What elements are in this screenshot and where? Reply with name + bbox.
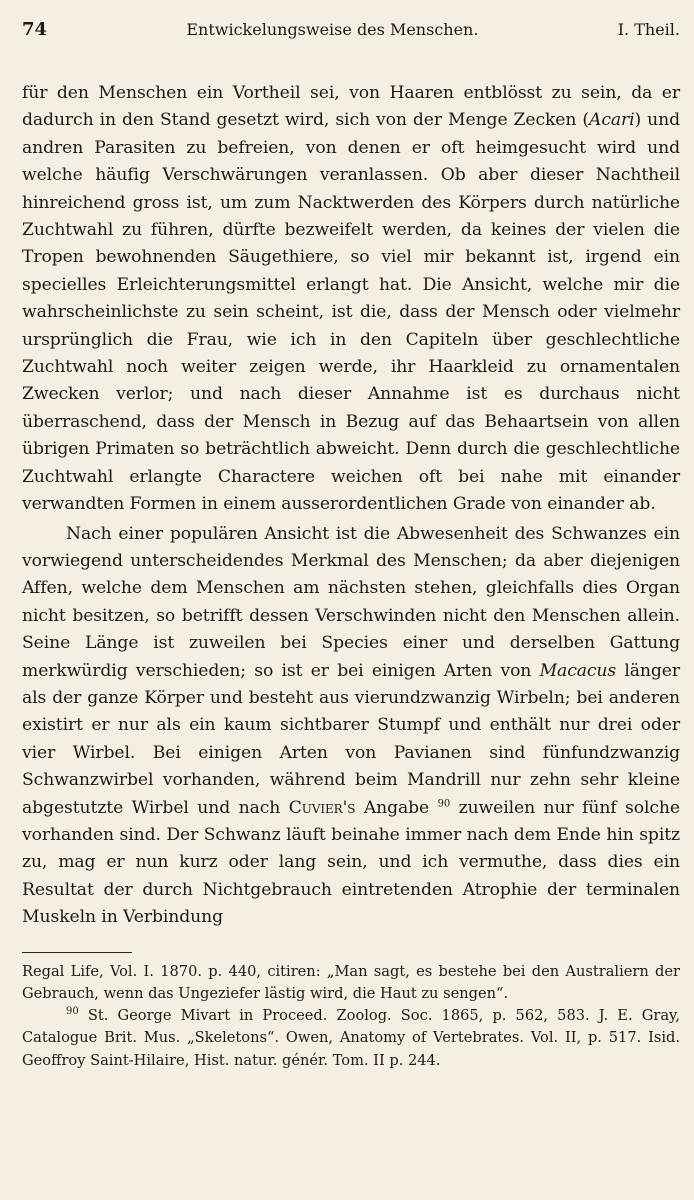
page-number: 74 xyxy=(22,19,48,40)
running-title: Entwickelungsweise des Menschen. xyxy=(186,20,479,39)
paragraph-1-text-b: ) und andren Parasiten zu befreien, von denen er oft heimgesucht wird und welche häufig Verschwärungen veranlassen. Ob aber dieser Nachtheil hinreichend gross ist, um zum Nacktwerden des Körpers durch natürliche Zuchtwahl zu führen, dürfte bezweifelt werden, da keines der vielen die Tropen bewohnenden Säugethiere, so viel mir bekannt ist, irgend ein specielles Erleichterungsmittel erlangt hat. Die Ansicht, welche mir die wahrscheinlichste zu sein scheint, ist die, dass der Mensch oder vielmehr ursprünglich die Frau, wie ich in den Capiteln über geschlechtliche Zuchtwahl noch weiter zeigen werde, ihr Haarkleid zu ornamentalen Zwecken verlor; und nach dieser Annahme ist es durchaus nicht überraschend, dass der Mensch in Bezug auf das Behaartsein von allen übrigen Primaten so beträchtlich abweicht. Denn durch die geschlechtliche Zuchtwahl erlangte Charactere weichen oft bei nahe mit einander verwandten Formen in einem ausserordentlichen Grade von einander ab. xyxy=(22,110,681,515)
footnote-90-text: St. George Mivart in Proceed. Zoolog. Soc. 1865, p. 562, 583. J. E. Gray, Catalogue Brit. Mus. „Skeletons“. Owen, Anatomy of Vertebrates. Vol. II, p. 517. Isid. Geoffroy Saint-Hilaire, Hist. natur. génér. Tom. II p. 244. xyxy=(22,1007,680,1069)
paragraph-2-text-b: länger als der ganze Körper und besteht aus vierundzwanzig Wirbeln; bei anderen existirt er nur als ein kaum sichtbarer Stumpf und enthält nur drei oder vier Wirbel. Bei einigen Arten von Pavianen sind fünfundzwanzig Schwanzwirbel vorhanden, während beim Mandrill nur zehn sehr kleine abgestutzte Wirbel und nach xyxy=(22,660,680,818)
term-acari: Acari xyxy=(589,110,635,131)
main-text xyxy=(22,80,680,932)
running-header xyxy=(22,18,680,46)
footnotes xyxy=(22,961,680,1072)
footnote-ref-90[interactable]: 90 xyxy=(437,797,451,809)
paragraph-1-text-a: für den Menschen ein Vortheil sei, von Haaren entblösst zu sein, da er dadurch in den Stand gesetzt wird, sich von der Menge Zecken ( xyxy=(22,83,680,131)
paragraph-2 xyxy=(22,521,680,932)
author-cuvier: Cuvier's xyxy=(288,797,356,818)
paragraph-2-text-d: zuweilen nur fünf solche vorhanden sind. Der Schwanz läuft beinahe immer nach dem Ende hin spitz zu, mag er nun kurz oder lang sein, und ich vermuthe, dass dies ein Resultat der durch Nichtgebrauch eintretenden Atrophie der terminalen Muskeln in Verbindung xyxy=(22,797,680,928)
paragraph-1 xyxy=(22,80,680,519)
paragraph-2-text-a: Nach einer populären Ansicht ist die Abwesenheit des Schwanzes ein vorwiegend unterscheidendes Merkmal des Menschen; da aber diejenigen Affen, welche dem Menschen am nächsten stehen, gleichfalls dies Organ nicht besitzen, so betrifft dessen Verschwinden nicht den Menschen allein. Seine Länge ist zuweilen bei Species einer und derselben Gattung merkwürdig verschieden; so ist er bei einigen Arten von xyxy=(22,523,680,681)
paragraph-2-text-c: Angabe xyxy=(355,797,438,818)
footnote-divider xyxy=(22,952,132,953)
term-macacus: Macacus xyxy=(539,660,617,681)
footnote-90-number: 90 xyxy=(66,1006,79,1018)
part-label: I. Theil. xyxy=(617,20,680,39)
footnote-continued: Regal Life, Vol. I. 1870. p. 440, citiren: „Man sagt, es bestehe bei den Australiern der Gebrauch, wenn das Ungeziefer lästig wird, die Haut zu sengen“. xyxy=(22,962,680,1002)
footnote-90 xyxy=(22,1005,680,1072)
